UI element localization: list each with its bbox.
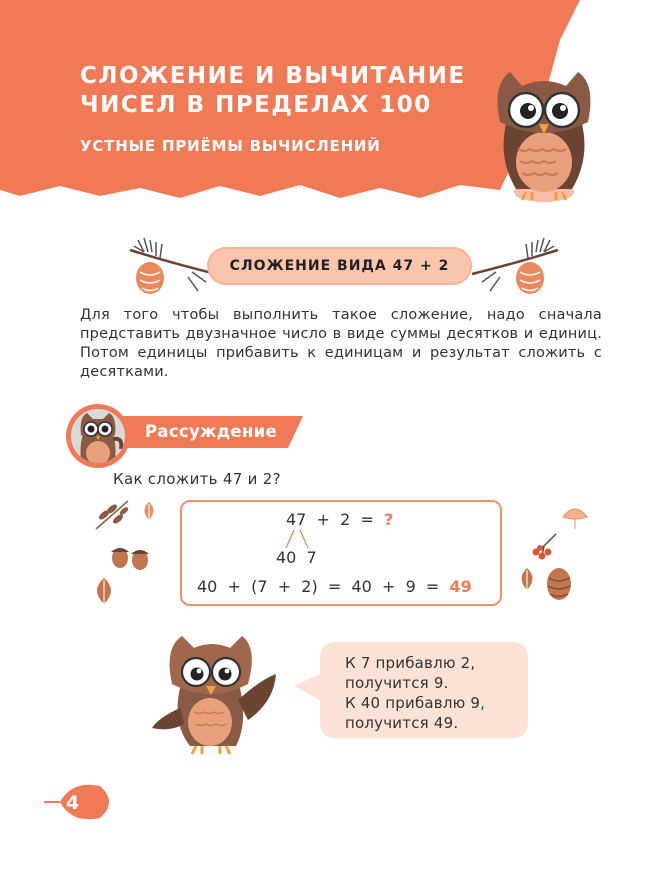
leaf-icon [138, 500, 160, 522]
unknown-result: ? [384, 510, 394, 529]
leaf-icon [90, 576, 118, 606]
reasoning-question: Как сложить 47 и 2? [113, 470, 281, 488]
split-lines [280, 528, 320, 550]
ginkgo-leaf-icon [560, 505, 590, 531]
intro-paragraph: Для того чтобы выполнить такое сложение, надо сначала представить двузначное число в виде суммы десятков и единиц. Потом единицы прибавить к единицам и результат сложить с десятками. [80, 307, 602, 380]
pinecone-icon [544, 566, 574, 602]
bubble-text: К 7 прибавлю 2, получится 9. К 40 прибавлю 9, получится 49. [345, 654, 486, 732]
section-title: СЛОЖЕНИЕ ВИДА 47 + 2 [207, 247, 472, 285]
owl-illustration [71, 409, 125, 463]
leaf-icon [92, 497, 132, 533]
pine-branch-icon [470, 232, 560, 302]
owl-illustration [150, 628, 280, 756]
page-number-badge [42, 780, 120, 824]
final-result: 49 [449, 577, 472, 596]
acorn-icon [106, 538, 154, 572]
page-title: СЛОЖЕНИЕ И ВЫЧИТАНИЕ ЧИСЕЛ В ПРЕДЕЛАХ 100 [80, 63, 466, 118]
owl-illustration [488, 64, 600, 204]
decomposition: 40 7 [276, 548, 317, 567]
rowan-icon [526, 530, 562, 562]
reasoning-avatar [71, 409, 125, 463]
page-number: 4 [66, 792, 80, 814]
page-subtitle: УСТНЫЕ ПРИЁМЫ ВЫЧИСЛЕНИЙ [80, 137, 381, 155]
equation-line-3: 40 + (7 + 2) = 40 + 9 = 49 [197, 577, 472, 596]
equation-line-1: 47 + 2 = ? [286, 510, 394, 529]
leaf-icon [516, 566, 538, 592]
pine-branch-icon [128, 232, 218, 302]
reasoning-label: Рассуждение [145, 422, 277, 441]
